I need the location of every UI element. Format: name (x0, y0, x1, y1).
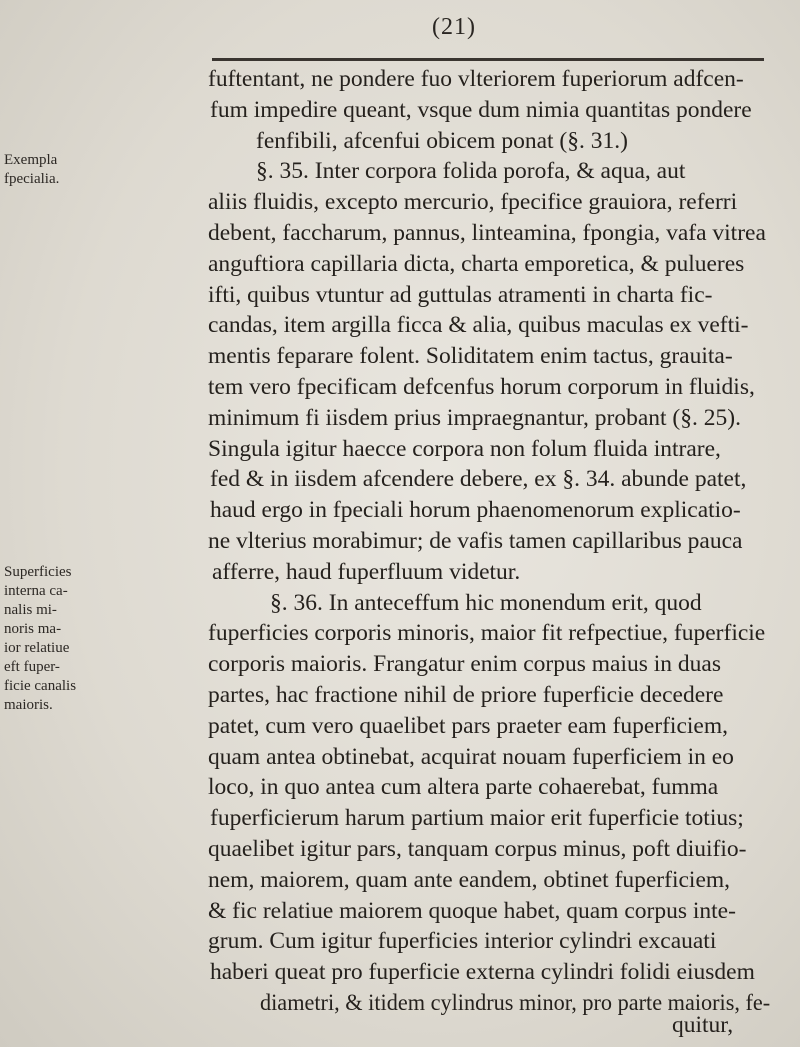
text-line: & fic relatiue maiorem quoque habet, quam corpus inte- (208, 897, 736, 924)
text-line: fum impedire queant, vsque dum nimia quantitas pondere (210, 96, 752, 123)
text-line: candas, item argilla ficca & alia, quibus maculas ex vefti- (208, 312, 749, 339)
text-line: tem vero fpecificam defcenfus horum corporum in fluidis, (208, 374, 755, 400)
text-line: debent, faccharum, pannus, linteamina, fpongia, vafa vitrea (208, 220, 766, 246)
text-line: haberi queat pro fuperficie externa cylindri folidi eiusdem (210, 959, 755, 986)
text-line: corporis maioris. Frangatur enim corpus maius in duas (208, 651, 721, 678)
margin-note-line: interna ca- (4, 583, 68, 599)
text-line: quam antea obtinebat, acquirat nouam fuperficiem in eo (208, 743, 734, 770)
header-rule (212, 58, 764, 61)
text-line: ifti, quibus vtuntur ad guttulas atramenti in charta fic- (208, 281, 713, 308)
margin-note-line: eft fuper- (4, 659, 60, 675)
page-header: (21) (432, 14, 476, 40)
text-line: partes, hac fractione nihil de priore fuperficie decedere (208, 682, 724, 708)
text-line: loco, in quo antea cum altera parte cohaerebat, fumma (208, 774, 719, 801)
margin-note-line: nalis mi- (4, 602, 57, 618)
text-line: patet, cum vero quaelibet pars praeter eam fuperficiem, (208, 712, 729, 739)
margin-note-line: ficie canalis (4, 678, 77, 694)
margin-note-line: Exempla (4, 152, 58, 168)
margin-note-line: Superficies (4, 564, 72, 580)
margin-note-line: ior relatiue (4, 640, 70, 656)
text-line: fuperficies corporis minoris, maior fit refpectiue, fuperficie (208, 620, 766, 647)
text-line: fed & in iisdem afcendere debere, ex §. 34. abunde patet, (210, 466, 747, 493)
text-line: Singula igitur haecce corpora non folum fluida intrare, (208, 435, 721, 462)
text-line: fenfibili, afcenfui obicem ponat (§. 31.) (256, 127, 628, 154)
text-line: fuperficierum harum partium maior erit fuperficie totius; (210, 805, 744, 832)
text-line: nem, maiorem, quam ante eandem, obtinet fuperficiem, (208, 866, 731, 893)
text-line: afferre, haud fuperfluum videtur. (212, 558, 521, 585)
margin-note-line: noris ma- (4, 621, 62, 637)
text-line: quaelibet igitur pars, tanquam corpus minus, poft diuifio- (208, 836, 747, 862)
text-line: minimum fi iisdem prius impraegnantur, probant (§. 25). (208, 404, 741, 431)
text-line: fuftentant, ne pondere fuo vlteriorem fuperiorum adfcen- (208, 66, 744, 92)
text-line: grum. Cum igitur fuperficies interior cylindri excauati (208, 928, 717, 955)
text-line: §. 35. Inter corpora folida porofa, & aqua, aut (256, 158, 686, 185)
margin-note-line: maioris. (4, 697, 53, 713)
text-line: anguftiora capillaria dicta, charta emporetica, & pulueres (208, 250, 745, 277)
margin-note-line: fpecialia. (4, 171, 60, 187)
text-line: §. 36. In anteceffum hic monendum erit, quod (270, 589, 702, 616)
text-line: mentis feparare folent. Soliditatem enim tactus, grauita- (208, 343, 733, 370)
text-line: haud ergo in fpeciali horum phaenomenorum explicatio- (210, 497, 741, 524)
catchword: quitur, (672, 1012, 734, 1038)
margin-note-exempla (4, 151, 59, 189)
margin-note-superficies (4, 563, 76, 715)
text-line: aliis fluidis, excepto mercurio, fpecifice grauiora, referri (208, 189, 738, 216)
text-line: ne vlterius morabimur; de vafis tamen capillaribus pauca (208, 528, 743, 554)
text-line: diametri, & itidem cylindrus minor, pro parte maioris, fe- (260, 990, 771, 1016)
